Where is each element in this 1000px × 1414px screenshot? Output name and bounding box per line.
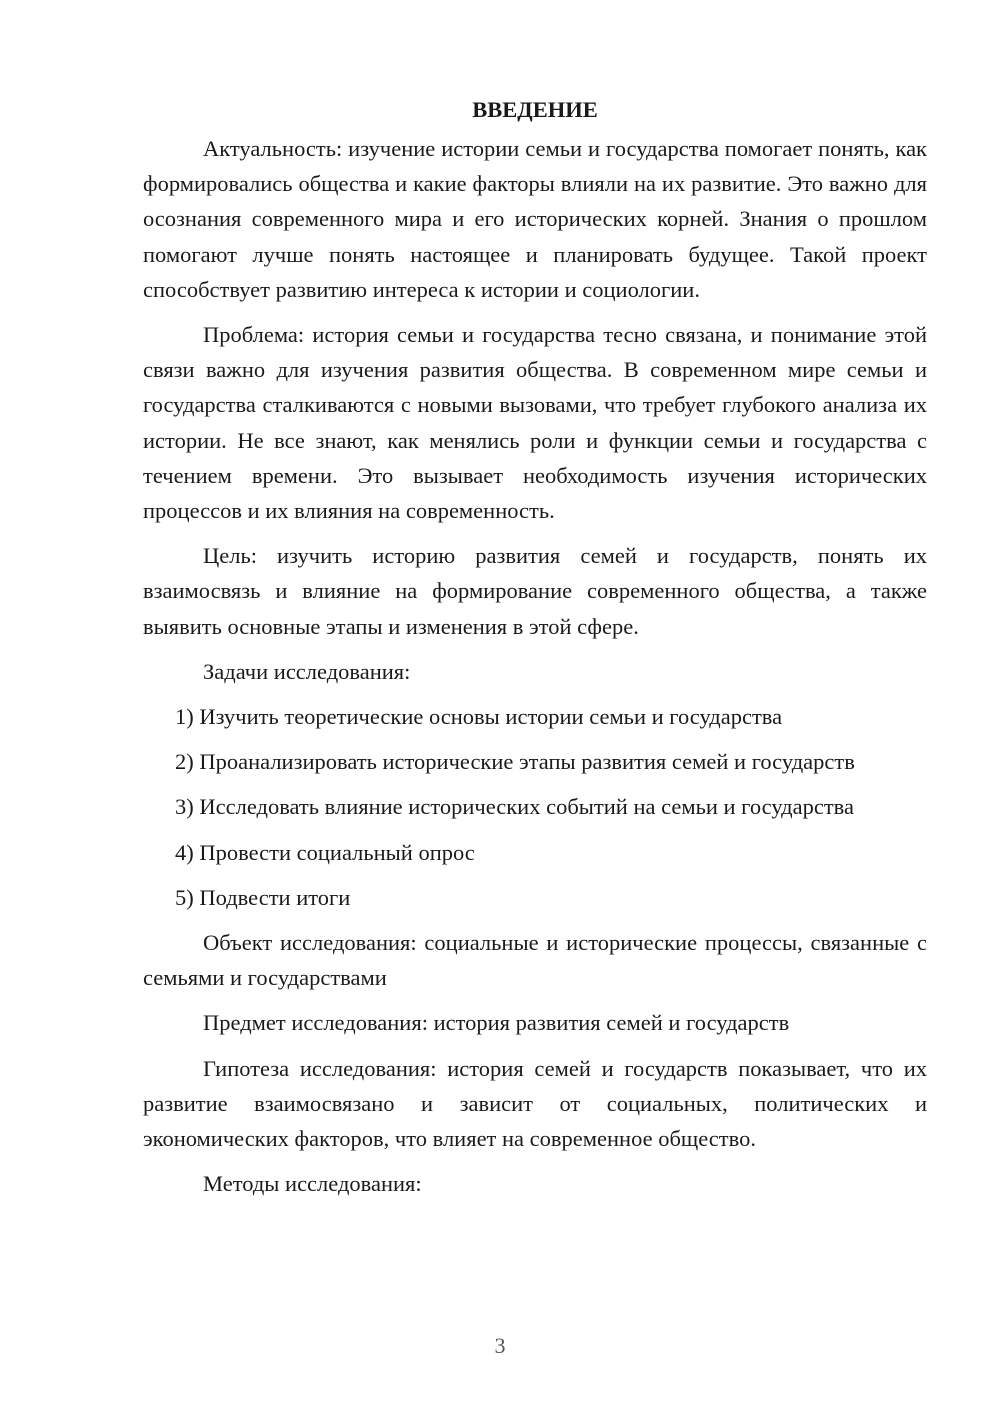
tasks-heading: Задачи исследования: — [203, 658, 411, 684]
paragraph-goal: Цель: изучить историю развития семей и государств, понять их взаимосвязь и влияние на формирование современного общества, а также выявить основные этапы и изменения в этой сфере. — [143, 543, 927, 639]
list-item: 3) Исследовать влияние исторических событий на семьи и государства — [175, 794, 854, 820]
list-item: 1) Изучить теоретические основы истории семьи и государства — [175, 704, 783, 730]
list-item: 2) Проанализировать исторические этапы развития семей и государств — [175, 749, 855, 775]
paragraph-object: Объект исследования: социальные и исторические процессы, связанные с семьями и государствами — [143, 930, 927, 991]
paragraph-hypothesis: Гипотеза исследования: история семей и государств показывает, что их развитие взаимосвязано и зависит от социальных, политических и экономических факторов, что влияет на современное общество. — [143, 1055, 927, 1152]
list-item: 4) Провести социальный опрос — [175, 839, 475, 865]
paragraph-problem: Проблема: история семьи и государства тесно связана, и понимание этой связи важно для изучения развития общества. В современном мире семьи и государства сталкиваются с новыми вызовами, что требует глубокого анализа их истории. Не все знают, как менялись роли и функции семьи и государства с течением времени. Это вызывает необходимость изучения исторических процессов и их влияния на современность. — [143, 322, 927, 524]
paragraph-actuality: Актуальность: изучение истории семьи и государства помогает понять, как формировались общества и какие факторы влияли на их развитие. Это важно для осознания современного мира и его исторических корней. Знания о прошлом помогают лучше понять настоящее и планировать будущее. Такой проект способствует развитию интереса к истории и социологии. — [143, 136, 927, 302]
page-title: ВВЕДЕНИЕ — [472, 97, 598, 122]
paragraph-subject: Предмет исследования: история развития семей и государств — [203, 1010, 790, 1036]
tasks-list — [143, 699, 927, 915]
page-content — [143, 92, 927, 1211]
page-number: 3 — [494, 1333, 506, 1358]
list-item: 5) Подвести итоги — [175, 884, 351, 910]
methods-heading: Методы исследования: — [203, 1171, 422, 1197]
